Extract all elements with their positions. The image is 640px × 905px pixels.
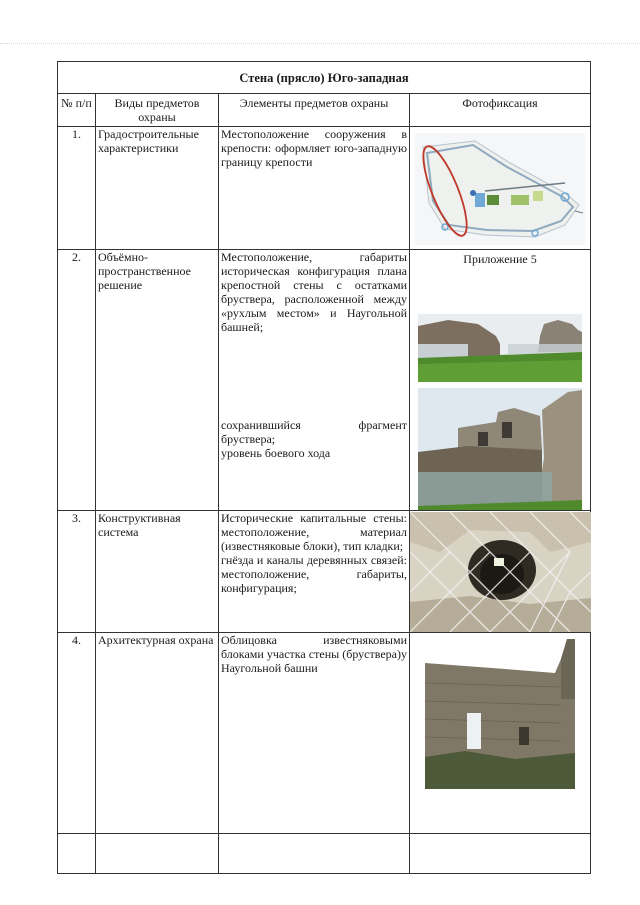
row-kind: Конструктивная система [96, 511, 219, 633]
row-num: 2. [58, 250, 96, 511]
photo-cell [410, 127, 591, 250]
elements-text-b: сохранившийся фрагмент бруствера; [221, 418, 407, 446]
table-header-row [58, 94, 591, 127]
wall-ruins-photo-2 [418, 388, 582, 510]
photo-cell [410, 250, 591, 511]
row-elements: Облицовка известняковыми блоками участка стены (бруствера)у Наугольной башни [219, 633, 410, 834]
elements-text-a: Местоположение, габариты историческая конфигурация плана крепостной стены с остатками бруствера, расположенной между «рухлым местом» и Наугольной башней; [221, 250, 407, 334]
elements-text-b: гнёзда и каналы деревянных связей: местоположение, габариты, конфигурация; [221, 553, 407, 595]
spacer [221, 334, 407, 418]
row-kind: Объёмно-пространственное решение [96, 250, 219, 511]
wall-facing-photo [425, 639, 575, 789]
table-row [58, 127, 591, 250]
header-elements: Элементы предметов охраны [219, 94, 410, 127]
fortress-plan-image [415, 133, 585, 245]
row-elements: Местоположение сооружения в крепости: оформляет юго-западную границу крепости [219, 127, 410, 250]
photo-cell [410, 633, 591, 834]
table-row [58, 511, 591, 633]
row-elements [219, 250, 410, 511]
table-row [58, 250, 591, 511]
row-elements [219, 511, 410, 633]
header-kind: Виды предметов охраны [96, 94, 219, 127]
table-title: Стена (прясло) Юго-западная [58, 62, 591, 94]
row-kind: Градостроительные характеристики [96, 127, 219, 250]
photo-caption: Приложение 5 [463, 252, 537, 266]
row-kind: Архитектурная охрана [96, 633, 219, 834]
wall-ruins-photo-1 [418, 314, 582, 382]
elements-text-c: уровень боевого хода [221, 446, 331, 460]
header-photo: Фотофиксация [410, 94, 591, 127]
row-num: 4. [58, 633, 96, 834]
row-num: 3. [58, 511, 96, 633]
scan-edge-line [0, 43, 640, 44]
table-row [58, 633, 591, 834]
protection-table [57, 61, 591, 874]
row-num: 1. [58, 127, 96, 250]
table-row-empty [58, 834, 591, 874]
header-num: № п/п [58, 94, 96, 127]
photo-cell [410, 511, 591, 633]
wall-niche-photo [410, 512, 591, 632]
elements-text-a: Исторические капитальные стены: местоположение, материал (известняковые блоки), тип кладки; [221, 511, 407, 553]
